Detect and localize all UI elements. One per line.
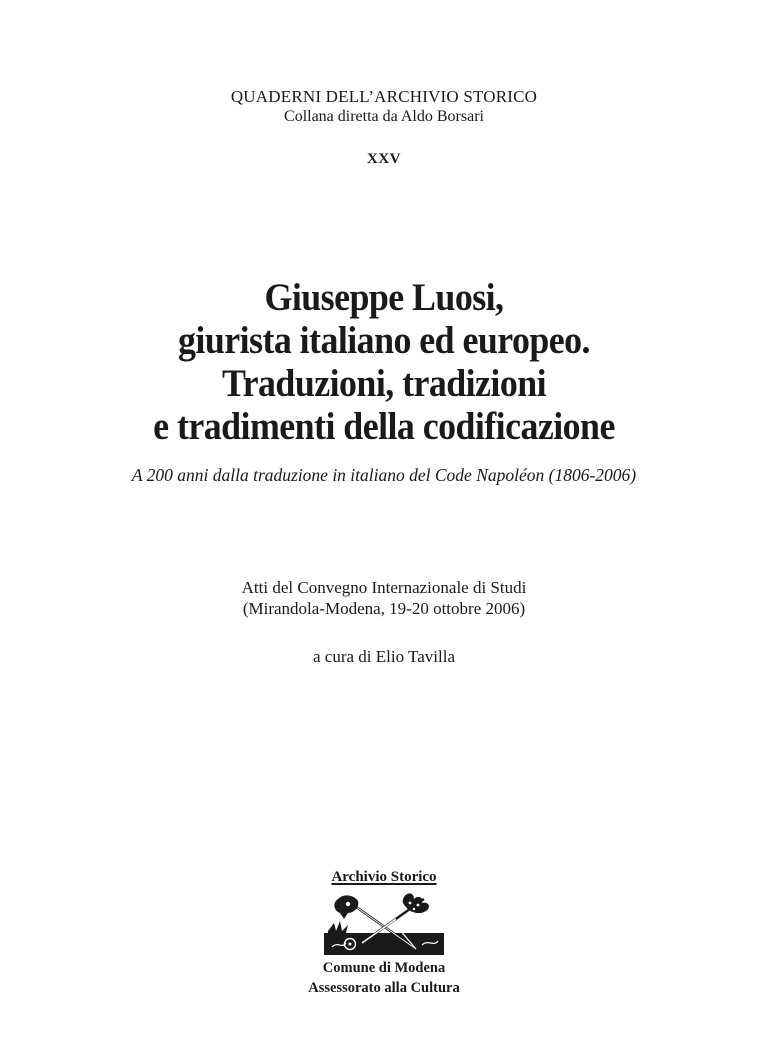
proceedings-info: [0, 577, 768, 619]
archive-emblem-icon: [324, 891, 444, 955]
book-editor: a cura di Elio Tavilla: [312, 647, 455, 666]
publisher-line-1: Comune di Modena: [322, 960, 446, 976]
publisher-line-2: Assessorato alla Cultura: [308, 980, 460, 996]
book-title-line-2: giurista italiano ed europeo.: [178, 319, 590, 362]
proceedings-line-2: (Mirandola-Modena, 19-20 ottobre 2006): [242, 599, 526, 618]
archive-logo: [324, 867, 444, 955]
series-title: QUADERNI DELL’ARCHIVIO STORICO: [230, 87, 538, 106]
publisher-info: [0, 958, 768, 998]
book-subtitle: A 200 anni dalla traduzione in italiano del Code Napoléon (1806-2006): [131, 465, 637, 485]
book-title-line-3: Traduzioni, tradizioni: [221, 362, 547, 405]
book-title: [31, 276, 738, 448]
book-title-line-4: e tradimenti della codificazione: [153, 405, 615, 448]
logo-title: Archivio Storico: [331, 869, 437, 885]
volume-number: XXV: [367, 151, 401, 167]
proceedings-line-1: Atti del Convegno Internazionale di Studi: [241, 578, 527, 597]
book-title-line-1: Giuseppe Luosi,: [264, 276, 504, 319]
series-editor: Collana diretta da Aldo Borsari: [284, 108, 484, 125]
